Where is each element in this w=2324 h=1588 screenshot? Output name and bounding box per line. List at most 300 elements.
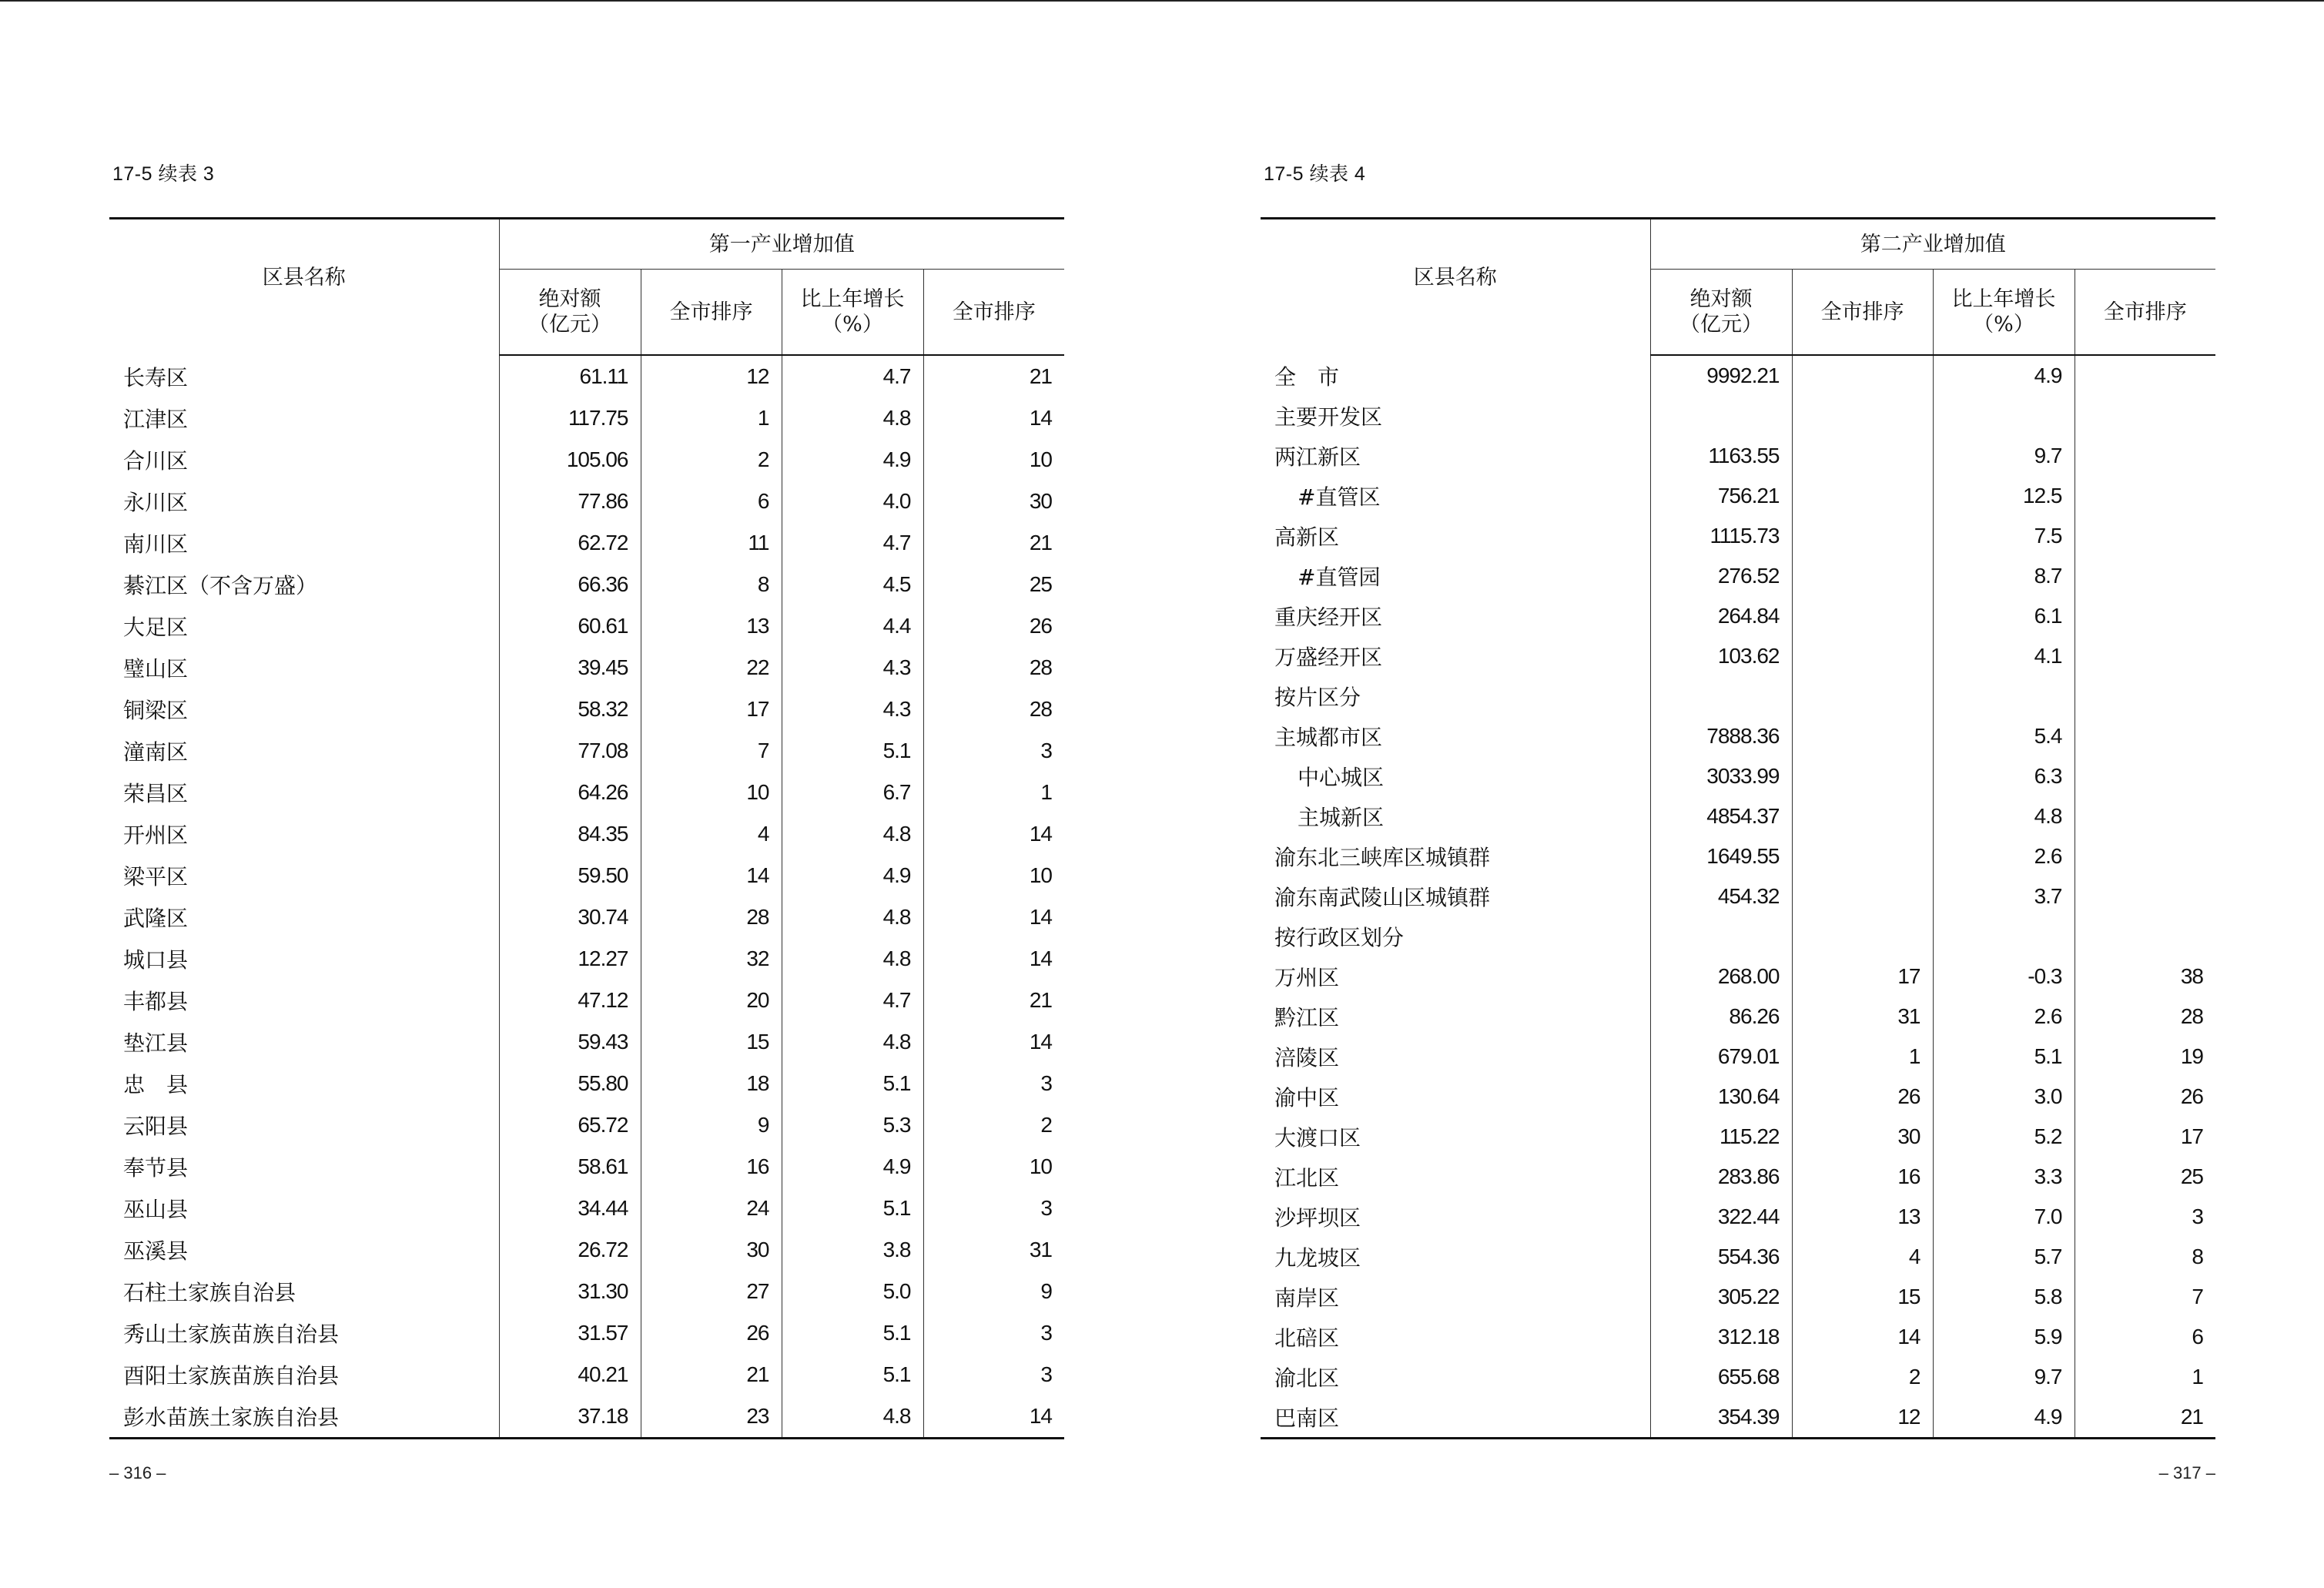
cell-rank: 7 [641,730,782,772]
table-row [1261,636,2215,676]
cell-growth: 7.0 [1933,1197,2075,1237]
cell-growth-rank: 14 [923,896,1064,938]
cell-growth-rank [2075,676,2215,716]
row-name: 南岸区 [1274,1285,1340,1311]
cell-rank: 9 [641,1104,782,1146]
cell-absolute: 61.11 [499,355,641,397]
cell-rank: 17 [641,688,782,730]
cell-growth-rank: 21 [923,980,1064,1021]
table-row [1261,355,2215,396]
cell-absolute: 322.44 [1650,1197,1792,1237]
row-name: 铜梁区 [123,698,189,723]
cell-growth-rank [2075,556,2215,596]
cell-rank: 18 [641,1063,782,1104]
table-row [1261,997,2215,1037]
cell-rank [1792,836,1933,876]
row-name: 武隆区 [123,906,189,931]
cell-absolute: 105.06 [499,439,641,481]
cell-absolute: 130.64 [1650,1077,1792,1117]
cell-absolute: 65.72 [499,1104,641,1146]
table-row [109,772,1064,813]
row-name: 万州区 [1274,965,1340,990]
row-name: 重庆经开区 [1274,605,1383,630]
cell-rank: 17 [1792,956,1933,997]
cell-growth: 4.8 [782,1021,923,1063]
table-row [109,855,1064,896]
cell-growth-rank: 3 [923,1188,1064,1229]
cell-growth: 4.9 [1933,1397,2075,1439]
table-row [1261,756,2215,796]
table-row [1261,436,2215,476]
cell-growth: 8.7 [1933,556,2075,596]
cell-growth-rank [2075,716,2215,756]
cell-rank: 20 [641,980,782,1021]
cell-absolute: 312.18 [1650,1317,1792,1357]
cell-absolute: 276.52 [1650,556,1792,596]
cell-rank [1792,355,1933,396]
table-row [109,1312,1064,1354]
right-page [1261,0,2215,1588]
row-name: 酉阳土家族苗族自治县 [123,1363,340,1389]
row-name: 合川区 [123,448,189,474]
cell-rank [1792,916,1933,956]
cell-growth: 4.7 [782,522,923,564]
cell-rank: 21 [641,1354,782,1395]
cell-absolute: 86.26 [1650,997,1792,1037]
cell-growth-rank [2075,596,2215,636]
cell-growth: 4.9 [782,1146,923,1188]
cell-growth-rank: 25 [2075,1157,2215,1197]
table-row [1261,836,2215,876]
row-name: 渝东北三峡库区城镇群 [1274,845,1491,870]
cell-rank: 24 [641,1188,782,1229]
row-name: 渝东南武陵山区城镇群 [1274,885,1491,910]
table-row [1261,556,2215,596]
cell-growth-rank [2075,476,2215,516]
row-name: 奉节县 [123,1155,189,1181]
cell-growth: 4.4 [782,605,923,647]
cell-growth-rank: 7 [2075,1277,2215,1317]
cell-rank: 30 [641,1229,782,1271]
row-name: 秀山土家族苗族自治县 [123,1322,340,1347]
cell-rank [1792,516,1933,556]
row-name: 綦江区（不含万盛） [123,573,318,598]
row-name: #直管区 [1298,484,1381,510]
cell-rank [1792,876,1933,916]
row-name: 云阳县 [123,1114,189,1139]
cell-growth: 12.5 [1933,476,2075,516]
cell-growth: 9.7 [1933,436,2075,476]
cell-rank [1792,396,1933,436]
cell-growth: 5.1 [782,730,923,772]
cell-growth-rank: 1 [2075,1357,2215,1397]
cell-growth-rank [2075,796,2215,836]
cell-growth: 4.8 [782,896,923,938]
table-row [109,813,1064,855]
col-header-growth: 比上年增长 （%） [1933,270,2075,356]
table-row [109,439,1064,481]
table-row [1261,396,2215,436]
cell-growth: 5.1 [782,1354,923,1395]
cell-rank: 15 [1792,1277,1933,1317]
table-row [1261,676,2215,716]
cell-absolute: 31.30 [499,1271,641,1312]
table-row [1261,1117,2215,1157]
cell-rank: 13 [1792,1197,1933,1237]
cell-growth: 2.6 [1933,836,2075,876]
cell-growth: 4.9 [782,855,923,896]
table-row [1261,1317,2215,1357]
table-row [109,605,1064,647]
cell-growth-rank [2075,436,2215,476]
table-row [1261,516,2215,556]
cell-absolute: 1163.55 [1650,436,1792,476]
row-name: 主城都市区 [1274,725,1383,750]
cell-growth: 2.6 [1933,997,2075,1037]
cell-absolute: 655.68 [1650,1357,1792,1397]
cell-absolute: 26.72 [499,1229,641,1271]
cell-absolute [1650,916,1792,956]
col-header-growth-rank: 全市排序 [923,270,1064,356]
cell-absolute: 31.57 [499,1312,641,1354]
col-header-growth-rank: 全市排序 [2075,270,2215,356]
cell-absolute: 39.45 [499,647,641,688]
table-row [1261,596,2215,636]
cell-growth-rank: 26 [923,605,1064,647]
cell-growth: 4.1 [1933,636,2075,676]
cell-absolute: 84.35 [499,813,641,855]
cell-absolute: 64.26 [499,772,641,813]
table-row [109,355,1064,397]
secondary-industry-table [1261,217,2215,1439]
cell-growth-rank: 14 [923,813,1064,855]
cell-absolute: 59.50 [499,855,641,896]
cell-growth: 3.8 [782,1229,923,1271]
cell-rank: 32 [641,938,782,980]
row-name: 忠 县 [123,1072,189,1097]
cell-absolute: 30.74 [499,896,641,938]
table-row [109,896,1064,938]
cell-rank [1792,556,1933,596]
col-header-growth: 比上年增长 （%） [782,270,923,356]
row-name: 丰都县 [123,989,189,1014]
page-number: – 317 – [2158,1463,2215,1482]
cell-absolute: 77.86 [499,481,641,522]
cell-absolute: 305.22 [1650,1277,1792,1317]
cell-rank: 15 [641,1021,782,1063]
cell-growth-rank: 14 [923,1021,1064,1063]
row-label-header: 区县名称 [109,219,499,356]
cell-growth: 4.5 [782,564,923,605]
cell-absolute: 37.18 [499,1395,641,1439]
row-name: 按行政区划分 [1274,925,1405,950]
cell-rank [1792,756,1933,796]
cell-rank: 23 [641,1395,782,1439]
cell-rank [1792,716,1933,756]
row-name: 两江新区 [1274,444,1361,470]
cell-growth-rank [2075,516,2215,556]
cell-rank: 31 [1792,997,1933,1037]
table-row [109,1188,1064,1229]
cell-growth-rank: 14 [923,1395,1064,1439]
cell-growth-rank: 3 [923,1312,1064,1354]
table-row [1261,476,2215,516]
row-name: 南川区 [123,531,189,557]
cell-absolute: 58.32 [499,688,641,730]
cell-rank [1792,596,1933,636]
row-name: 潼南区 [123,739,189,765]
table-row [109,564,1064,605]
row-name: 荣昌区 [123,781,189,806]
cell-rank: 14 [641,855,782,896]
cell-growth [1933,676,2075,716]
row-name: 主城新区 [1298,805,1385,830]
cell-growth-rank: 21 [923,522,1064,564]
cell-absolute: 103.62 [1650,636,1792,676]
cell-growth: 5.7 [1933,1237,2075,1277]
primary-industry-table [109,217,1064,1439]
cell-growth: 4.8 [782,938,923,980]
cell-absolute: 66.36 [499,564,641,605]
cell-growth-rank: 31 [923,1229,1064,1271]
cell-growth [1933,396,2075,436]
cell-growth-rank: 2 [923,1104,1064,1146]
cell-absolute: 354.39 [1650,1397,1792,1439]
table-row [109,1021,1064,1063]
table-row [1261,916,2215,956]
cell-growth: 5.1 [782,1188,923,1229]
cell-growth-rank: 30 [923,481,1064,522]
cell-absolute: 756.21 [1650,476,1792,516]
table-row [109,481,1064,522]
row-name: 垫江县 [123,1030,189,1056]
left-page [109,0,1064,1588]
cell-growth: 3.0 [1933,1077,2075,1117]
cell-growth: 4.9 [1933,355,2075,396]
table-row [109,1354,1064,1395]
row-name: 涪陵区 [1274,1045,1340,1070]
cell-absolute: 1115.73 [1650,516,1792,556]
cell-absolute: 115.22 [1650,1117,1792,1157]
cell-absolute: 9992.21 [1650,355,1792,396]
cell-absolute: 117.75 [499,397,641,439]
cell-absolute: 40.21 [499,1354,641,1395]
cell-growth: 6.7 [782,772,923,813]
cell-growth [1933,916,2075,956]
col-header-rank: 全市排序 [1792,270,1933,356]
cell-absolute: 59.43 [499,1021,641,1063]
cell-growth-rank: 28 [2075,997,2215,1037]
cell-growth: 5.2 [1933,1117,2075,1157]
cell-growth: 4.7 [782,980,923,1021]
cell-growth-rank [2075,355,2215,396]
cell-absolute: 62.72 [499,522,641,564]
row-name: 高新区 [1274,524,1340,550]
table-row [109,1395,1064,1439]
cell-rank: 27 [641,1271,782,1312]
cell-growth: 4.0 [782,481,923,522]
row-name: 主要开发区 [1274,404,1383,430]
cell-growth-rank [2075,876,2215,916]
row-name: 璧山区 [123,656,189,682]
cell-absolute: 34.44 [499,1188,641,1229]
cell-absolute [1650,396,1792,436]
row-name: 大足区 [123,615,189,640]
cell-growth-rank: 14 [923,397,1064,439]
table-row [1261,716,2215,756]
row-name: 江津区 [123,407,189,432]
table-row [1261,1237,2215,1277]
cell-rank [1792,796,1933,836]
cell-growth: 5.1 [782,1312,923,1354]
cell-absolute: 3033.99 [1650,756,1792,796]
row-name: 巫溪县 [123,1238,189,1264]
cell-absolute: 4854.37 [1650,796,1792,836]
row-name: 巴南区 [1261,1397,1650,1439]
cell-growth-rank [2075,636,2215,676]
row-name: 渝北区 [1274,1365,1340,1391]
group-header: 第二产业增加值 [1650,219,2215,270]
table-row [1261,1277,2215,1317]
table-row [109,647,1064,688]
cell-rank: 2 [641,439,782,481]
cell-rank: 30 [1792,1117,1933,1157]
cell-absolute: 454.32 [1650,876,1792,916]
cell-rank: 6 [641,481,782,522]
row-name: 按片区分 [1274,685,1361,710]
table-row [1261,1197,2215,1237]
row-name: 大渡口区 [1274,1125,1361,1151]
cell-rank: 14 [1792,1317,1933,1357]
cell-growth: -0.3 [1933,956,2075,997]
cell-rank: 13 [641,605,782,647]
table-row [109,730,1064,772]
table-row [1261,1397,2215,1439]
cell-growth: 5.1 [782,1063,923,1104]
col-header-abs: 绝对额 （亿元） [1650,270,1792,356]
cell-rank: 28 [641,896,782,938]
cell-rank: 4 [641,813,782,855]
cell-rank: 8 [641,564,782,605]
cell-rank [1792,636,1933,676]
cell-growth-rank: 6 [2075,1317,2215,1357]
cell-growth: 4.8 [782,397,923,439]
cell-growth-rank: 28 [923,688,1064,730]
cell-rank: 26 [641,1312,782,1354]
cell-growth: 4.8 [1933,796,2075,836]
row-name: 万盛经开区 [1274,645,1383,670]
cell-growth: 5.8 [1933,1277,2075,1317]
col-header-rank: 全市排序 [641,270,782,356]
table-row [1261,1077,2215,1117]
cell-growth-rank: 21 [923,355,1064,397]
cell-growth: 5.1 [1933,1037,2075,1077]
col-header-abs: 绝对额 （亿元） [499,270,641,356]
cell-growth: 3.3 [1933,1157,2075,1197]
cell-absolute [1650,676,1792,716]
table-caption: 17-5 续表 4 [1264,163,1366,185]
page-number: – 316 – [109,1463,166,1482]
table-row [1261,1037,2215,1077]
cell-growth: 4.3 [782,647,923,688]
cell-growth: 4.7 [782,355,923,397]
cell-growth: 4.8 [782,1395,923,1439]
cell-rank [1792,436,1933,476]
cell-rank: 16 [641,1146,782,1188]
cell-growth: 9.7 [1933,1357,2075,1397]
cell-growth-rank [2075,756,2215,796]
cell-rank: 16 [1792,1157,1933,1197]
row-name: 全 市 [1274,363,1340,390]
table-row [109,980,1064,1021]
cell-growth: 3.7 [1933,876,2075,916]
table-row [1261,956,2215,997]
row-name: 中心城区 [1298,765,1385,790]
cell-growth-rank: 3 [923,1354,1064,1395]
cell-growth-rank: 28 [923,647,1064,688]
cell-growth: 4.3 [782,688,923,730]
cell-rank: 1 [1792,1037,1933,1077]
cell-growth-rank: 10 [923,1146,1064,1188]
cell-growth-rank: 14 [923,938,1064,980]
row-name: 永川区 [123,490,189,515]
cell-absolute: 264.84 [1650,596,1792,636]
group-header: 第一产业增加值 [499,219,1064,270]
row-name: 九龙坡区 [1274,1245,1361,1271]
cell-growth: 4.8 [782,813,923,855]
cell-growth: 5.4 [1933,716,2075,756]
table-row [109,1146,1064,1188]
table-row [109,397,1064,439]
cell-growth-rank [2075,836,2215,876]
row-name: 巫山县 [123,1197,189,1222]
cell-growth-rank: 25 [923,564,1064,605]
cell-growth: 5.3 [782,1104,923,1146]
cell-growth-rank: 10 [923,439,1064,481]
cell-rank: 12 [641,355,782,397]
cell-growth-rank: 17 [2075,1117,2215,1157]
cell-growth: 5.0 [782,1271,923,1312]
cell-absolute: 1649.55 [1650,836,1792,876]
row-name: 石柱土家族自治县 [123,1280,296,1305]
cell-growth-rank [2075,396,2215,436]
cell-growth: 6.3 [1933,756,2075,796]
cell-absolute: 60.61 [499,605,641,647]
cell-rank: 1 [641,397,782,439]
table-row [109,1063,1064,1104]
table-row [109,1229,1064,1271]
cell-absolute: 554.36 [1650,1237,1792,1277]
cell-growth-rank: 8 [2075,1237,2215,1277]
cell-absolute: 283.86 [1650,1157,1792,1197]
cell-growth-rank [2075,916,2215,956]
cell-rank: 10 [641,772,782,813]
row-label-header: 区县名称 [1261,219,1650,356]
row-name: 城口县 [123,947,189,973]
row-name: 渝中区 [1274,1085,1340,1111]
cell-absolute: 7888.36 [1650,716,1792,756]
row-name: 沙坪坝区 [1274,1205,1361,1231]
table-row [109,1271,1064,1312]
cell-growth-rank: 10 [923,855,1064,896]
cell-growth-rank: 3 [2075,1197,2215,1237]
cell-growth-rank: 3 [923,730,1064,772]
row-name: 长寿区 [123,364,189,390]
cell-growth: 5.9 [1933,1317,2075,1357]
cell-rank: 2 [1792,1357,1933,1397]
row-name: 黔江区 [1274,1005,1340,1030]
cell-rank: 4 [1792,1237,1933,1277]
